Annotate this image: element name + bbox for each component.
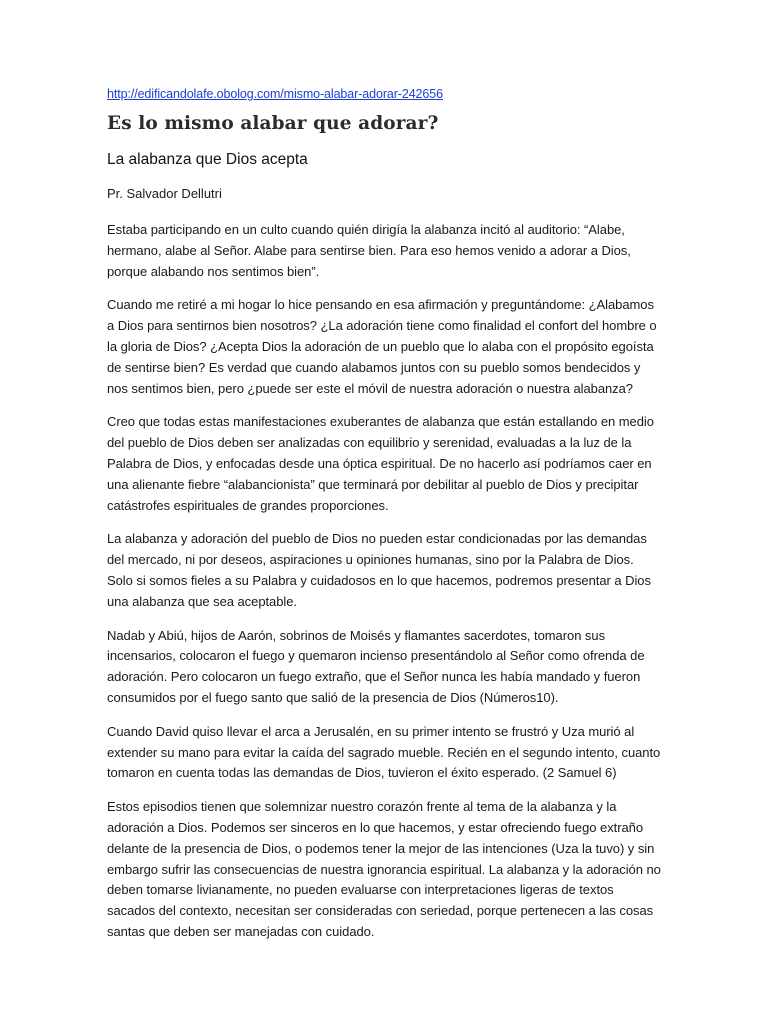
paragraph-3: Creo que todas estas manifestaciones exuberantes de alabanza que están estallando en medio del pueblo de Dios deben ser analizadas con equilibrio y serenidad, evaluadas a la luz de la Palabra de Dios, y enfocadas desde una óptica espiritual. De no hacerlo así podríamos caer en una alienante fiebre “alabancionista” que terminará por debilitar al pueblo de Dios y precipitar catástrofes espirituales de grandes proporciones. (107, 414, 654, 513)
document-title: Es lo mismo alabar que adorar? (107, 113, 439, 134)
paragraph-7: Estos episodios tienen que solemnizar nuestro corazón frente al tema de la alabanza y la adoración a Dios. Podemos ser sinceros en lo que hacemos, y estar ofreciendo fuego extraño delante de la presencia de Dios, o podemos tener la mejor de las intenciones (Uza la tuvo) y sin embargo sufrir las consecuencias de nuestra ignorancia espiritual. La alabanza y la adoración no deben tomarse livianamente, no pueden evaluarse con interpretaciones ligeras de textos sacados del contexto, necesitan ser consideradas con seriedad, porque pertenecen a las cosas santas que deben ser manejadas con cuidado. (107, 799, 661, 939)
paragraph-1: Estaba participando en un culto cuando quién dirigía la alabanza incitó al auditorio: “Alabe, hermano, alabe al Señor. Alabe para sentirse bien. Para eso hemos venido a adorar a Dios, porque alabando nos sentimos bien”. (107, 222, 631, 279)
paragraph-2: Cuando me retiré a mi hogar lo hice pensando en esa afirmación y preguntándome: ¿Alabamos a Dios para sentirnos bien nosotros? ¿La adoración tiene como finalidad el confort del hombre o la gloria de Dios? ¿Acepta Dios la adoración de un pueblo que lo alaba con el propósito egoísta de sentirse bien? Es verdad que cuando alabamos juntos con su pueblo somos bendecidos y nos sentimos bien, pero ¿puede ser este el móvil de nuestra adoración o nuestra alabanza? (107, 297, 657, 396)
document-subtitle: La alabanza que Dios acepta (107, 151, 308, 168)
source-url-link[interactable]: http://edificandolafe.obolog.com/mismo-alabar-adorar-242656 (107, 87, 443, 101)
paragraph-4: La alabanza y adoración del pueblo de Dios no pueden estar condicionadas por las demandas del mercado, ni por deseos, aspiraciones u opiniones humanas, sino por la Palabra de Dios. Solo si somos fieles a su Palabra y cuidadosos en lo que hacemos, podremos presentar a Dios una alabanza que sea aceptable. (107, 531, 651, 609)
paragraph-6: Cuando David quiso llevar el arca a Jerusalén, en su primer intento se frustró y Uza murió al extender su mano para evitar la caída del sagrado mueble. Recién en el segundo intento, cuanto tomaron en cuenta todas las demandas de Dios, tuvieron el éxito esperado. (2 Samuel 6) (107, 723, 661, 781)
document-page (107, 86, 663, 956)
paragraph-5: Nadab y Abiú, hijos de Aarón, sobrinos de Moisés y flamantes sacerdotes, tomaron sus incensarios, colocaron el fuego y quemaron incienso presentándolo al Señor como ofrenda de adoración. Pero colocaron un fuego extraño, que el Señor nunca les había mandado y fueron consumidos por el fuego santo que salió de la presencia de Dios (Números10). (107, 627, 645, 705)
author-line: Pr. Salvador Dellutri (107, 186, 222, 201)
